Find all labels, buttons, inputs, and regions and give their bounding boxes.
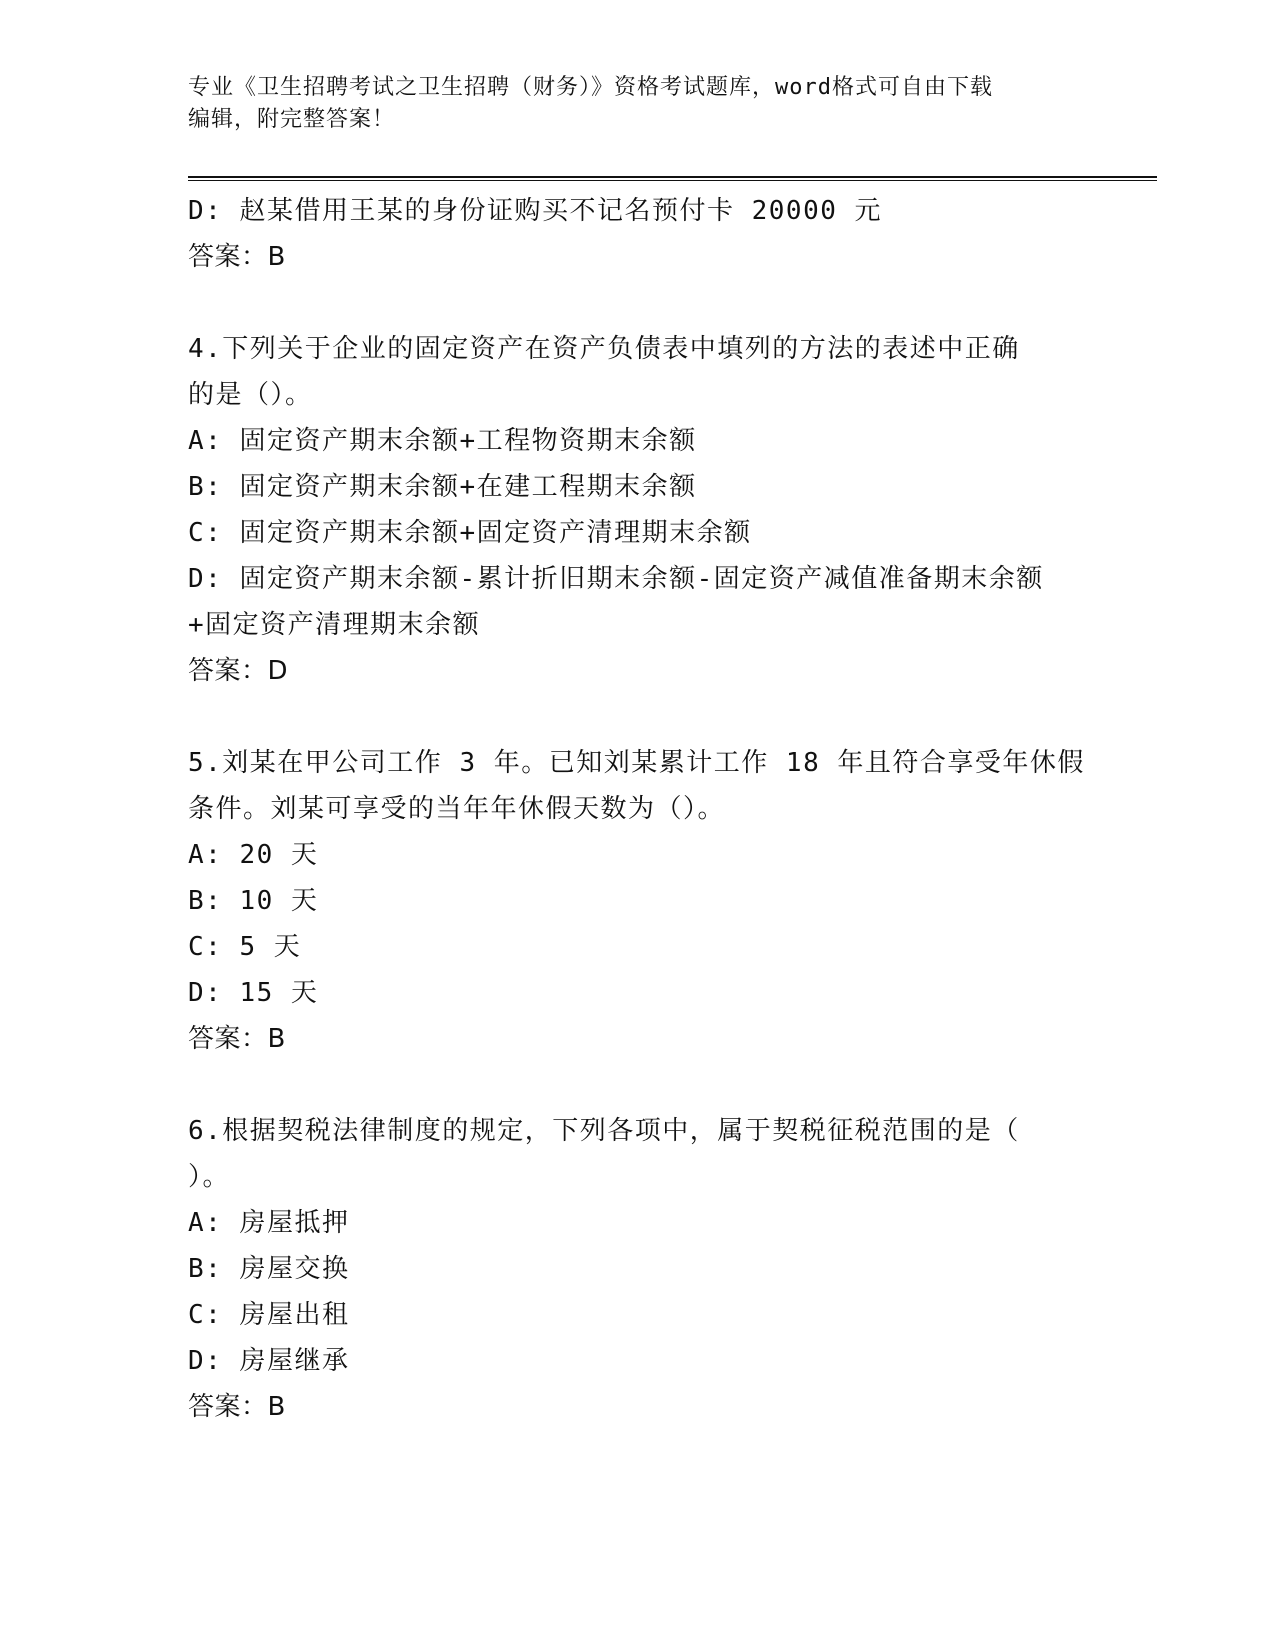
spacer (188, 1062, 1088, 1108)
option-c: C: 固定资产期末余额+固定资产清理期末余额 (188, 518, 752, 548)
header-line-1: 专业《卫生招聘考试之卫生招聘（财务）》资格考试题库，word格式可自由下载 (188, 75, 993, 100)
option-b: B: 10 天 (188, 886, 319, 916)
option-d-cont: +固定资产清理期末余额 (188, 610, 481, 640)
question-5 (188, 740, 1088, 1062)
header-divider (188, 176, 1157, 181)
question-stem: 6.根据契税法律制度的规定，下列各项中，属于契税征税范围的是（ (188, 1116, 1020, 1146)
option-d: D: 15 天 (188, 978, 319, 1008)
option-b: B: 固定资产期末余额+在建工程期末余额 (188, 472, 697, 502)
header-line-2: 编辑，附完整答案！ (188, 107, 396, 132)
option-d: D: 固定资产期末余额-累计折旧期末余额-固定资产减值准备期末余额 (188, 564, 1044, 594)
question-4 (188, 326, 1088, 694)
question-stem-cont: 条件。刘某可享受的当年年休假天数为（）。 (188, 794, 726, 824)
option-c: C: 房屋出租 (188, 1300, 350, 1330)
question-stem: 4.下列关于企业的固定资产在资产负债表中填列的方法的表述中正确 (188, 334, 1020, 364)
answer-label: 答案：B (188, 1392, 286, 1422)
option-a: A: 20 天 (188, 840, 319, 870)
answer-label: 答案：D (188, 656, 289, 686)
option-d: D: 房屋继承 (188, 1346, 350, 1376)
document-header (188, 72, 1068, 136)
question-6 (188, 1108, 1088, 1430)
option-b: B: 房屋交换 (188, 1254, 350, 1284)
answer-label: 答案：B (188, 1024, 286, 1054)
spacer (188, 280, 1088, 326)
question-list (188, 188, 1088, 1430)
option-a: A: 房屋抵押 (188, 1208, 350, 1238)
question-stem: 5.刘某在甲公司工作 3 年。已知刘某累计工作 18 年且符合享受年休假 (188, 748, 1085, 778)
question-stem-cont: 的是（）。 (188, 380, 313, 410)
answer-label: 答案：B (188, 242, 286, 272)
option-d: D: 赵某借用王某的身份证购买不记名预付卡 20000 元 (188, 196, 883, 226)
option-c: C: 5 天 (188, 932, 302, 962)
previous-question-tail (188, 188, 1088, 280)
spacer (188, 694, 1088, 740)
option-a: A: 固定资产期末余额+工程物资期末余额 (188, 426, 697, 456)
question-stem-cont: ）。 (188, 1162, 231, 1192)
